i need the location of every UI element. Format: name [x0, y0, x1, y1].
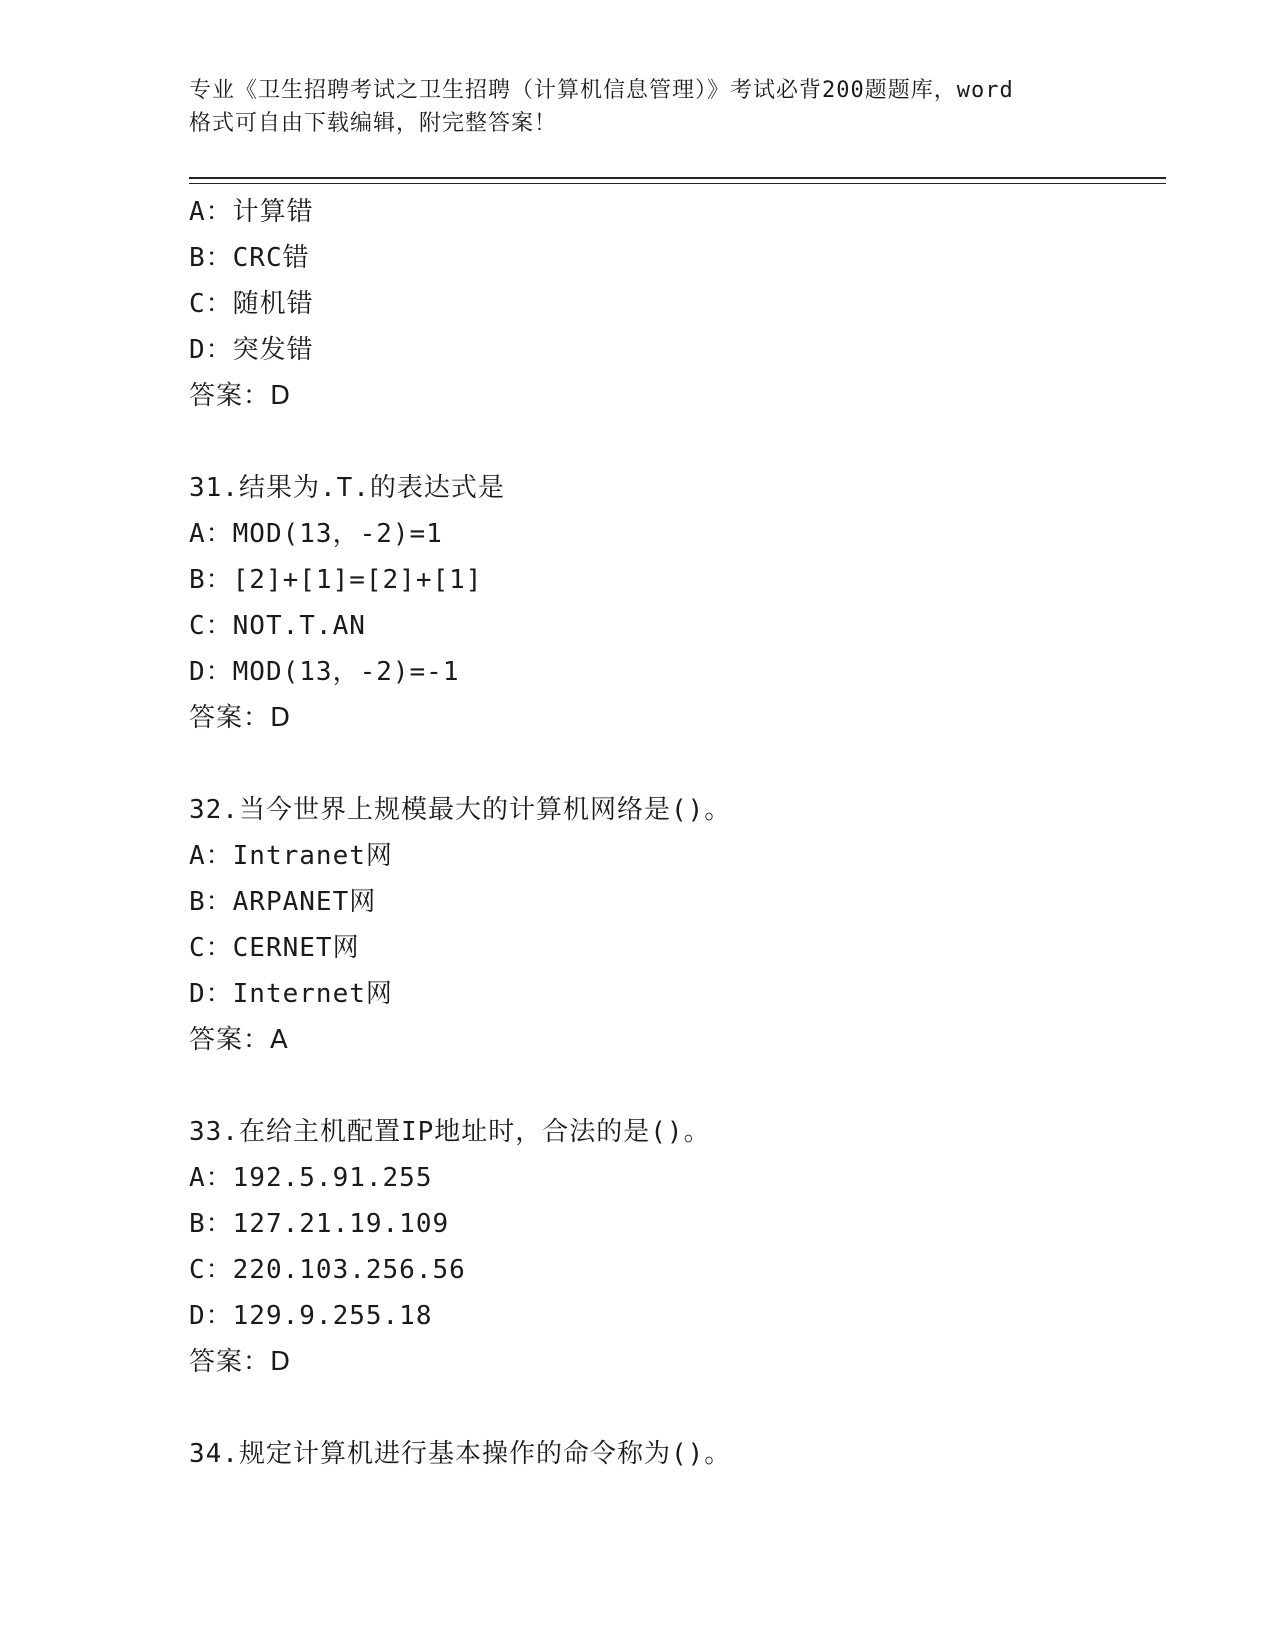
option-d: D：129.9.255.18 — [189, 1301, 433, 1331]
option-b: B：CRC错 — [189, 243, 310, 273]
spacer — [189, 741, 1169, 787]
header-line-2: 格式可自由下载编辑，附完整答案！ — [189, 111, 558, 136]
spacer — [189, 1063, 1169, 1109]
answer-line: 答案：D — [189, 1347, 292, 1377]
header-divider-thick — [189, 177, 1166, 179]
option-c: C：NOT.T.AN — [189, 611, 366, 641]
option-c: C：随机错 — [189, 289, 314, 319]
option-c: C：220.103.256.56 — [189, 1255, 466, 1285]
answer-line: 答案：D — [189, 381, 292, 411]
option-d: D：Internet网 — [189, 979, 393, 1009]
option-b: B：[2]+[1]=[2]+[1] — [189, 565, 483, 595]
document-header — [189, 74, 1089, 140]
option-a: A：MOD(13，-2)=1 — [189, 519, 443, 549]
option-d: D：突发错 — [189, 335, 314, 365]
question-text: 31.结果为.T.的表达式是 — [189, 473, 505, 503]
question-text: 32.当今世界上规模最大的计算机网络是()。 — [189, 795, 732, 825]
option-c: C：CERNET网 — [189, 933, 360, 963]
question-block — [189, 465, 1169, 741]
option-a: A：192.5.91.255 — [189, 1163, 433, 1193]
question-block — [189, 1431, 1169, 1477]
question-text: 34.规定计算机进行基本操作的命令称为()。 — [189, 1439, 732, 1469]
question-list — [189, 189, 1169, 1477]
question-block — [189, 787, 1169, 1063]
option-a: A：Intranet网 — [189, 841, 393, 871]
option-b: B：ARPANET网 — [189, 887, 377, 917]
answer-line: 答案：A — [189, 1025, 289, 1055]
spacer — [189, 419, 1169, 465]
spacer — [189, 1385, 1169, 1431]
option-d: D：MOD(13，-2)=-1 — [189, 657, 460, 687]
question-block — [189, 189, 1169, 419]
header-divider-thin — [189, 183, 1166, 184]
question-block — [189, 1109, 1169, 1385]
answer-line: 答案：D — [189, 703, 292, 733]
question-text: 33.在给主机配置IP地址时，合法的是()。 — [189, 1117, 711, 1147]
option-a: A：计算错 — [189, 197, 314, 227]
option-b: B：127.21.19.109 — [189, 1209, 450, 1239]
header-line-1: 专业《卫生招聘考试之卫生招聘（计算机信息管理）》考试必背200题题库，word — [189, 78, 1014, 103]
